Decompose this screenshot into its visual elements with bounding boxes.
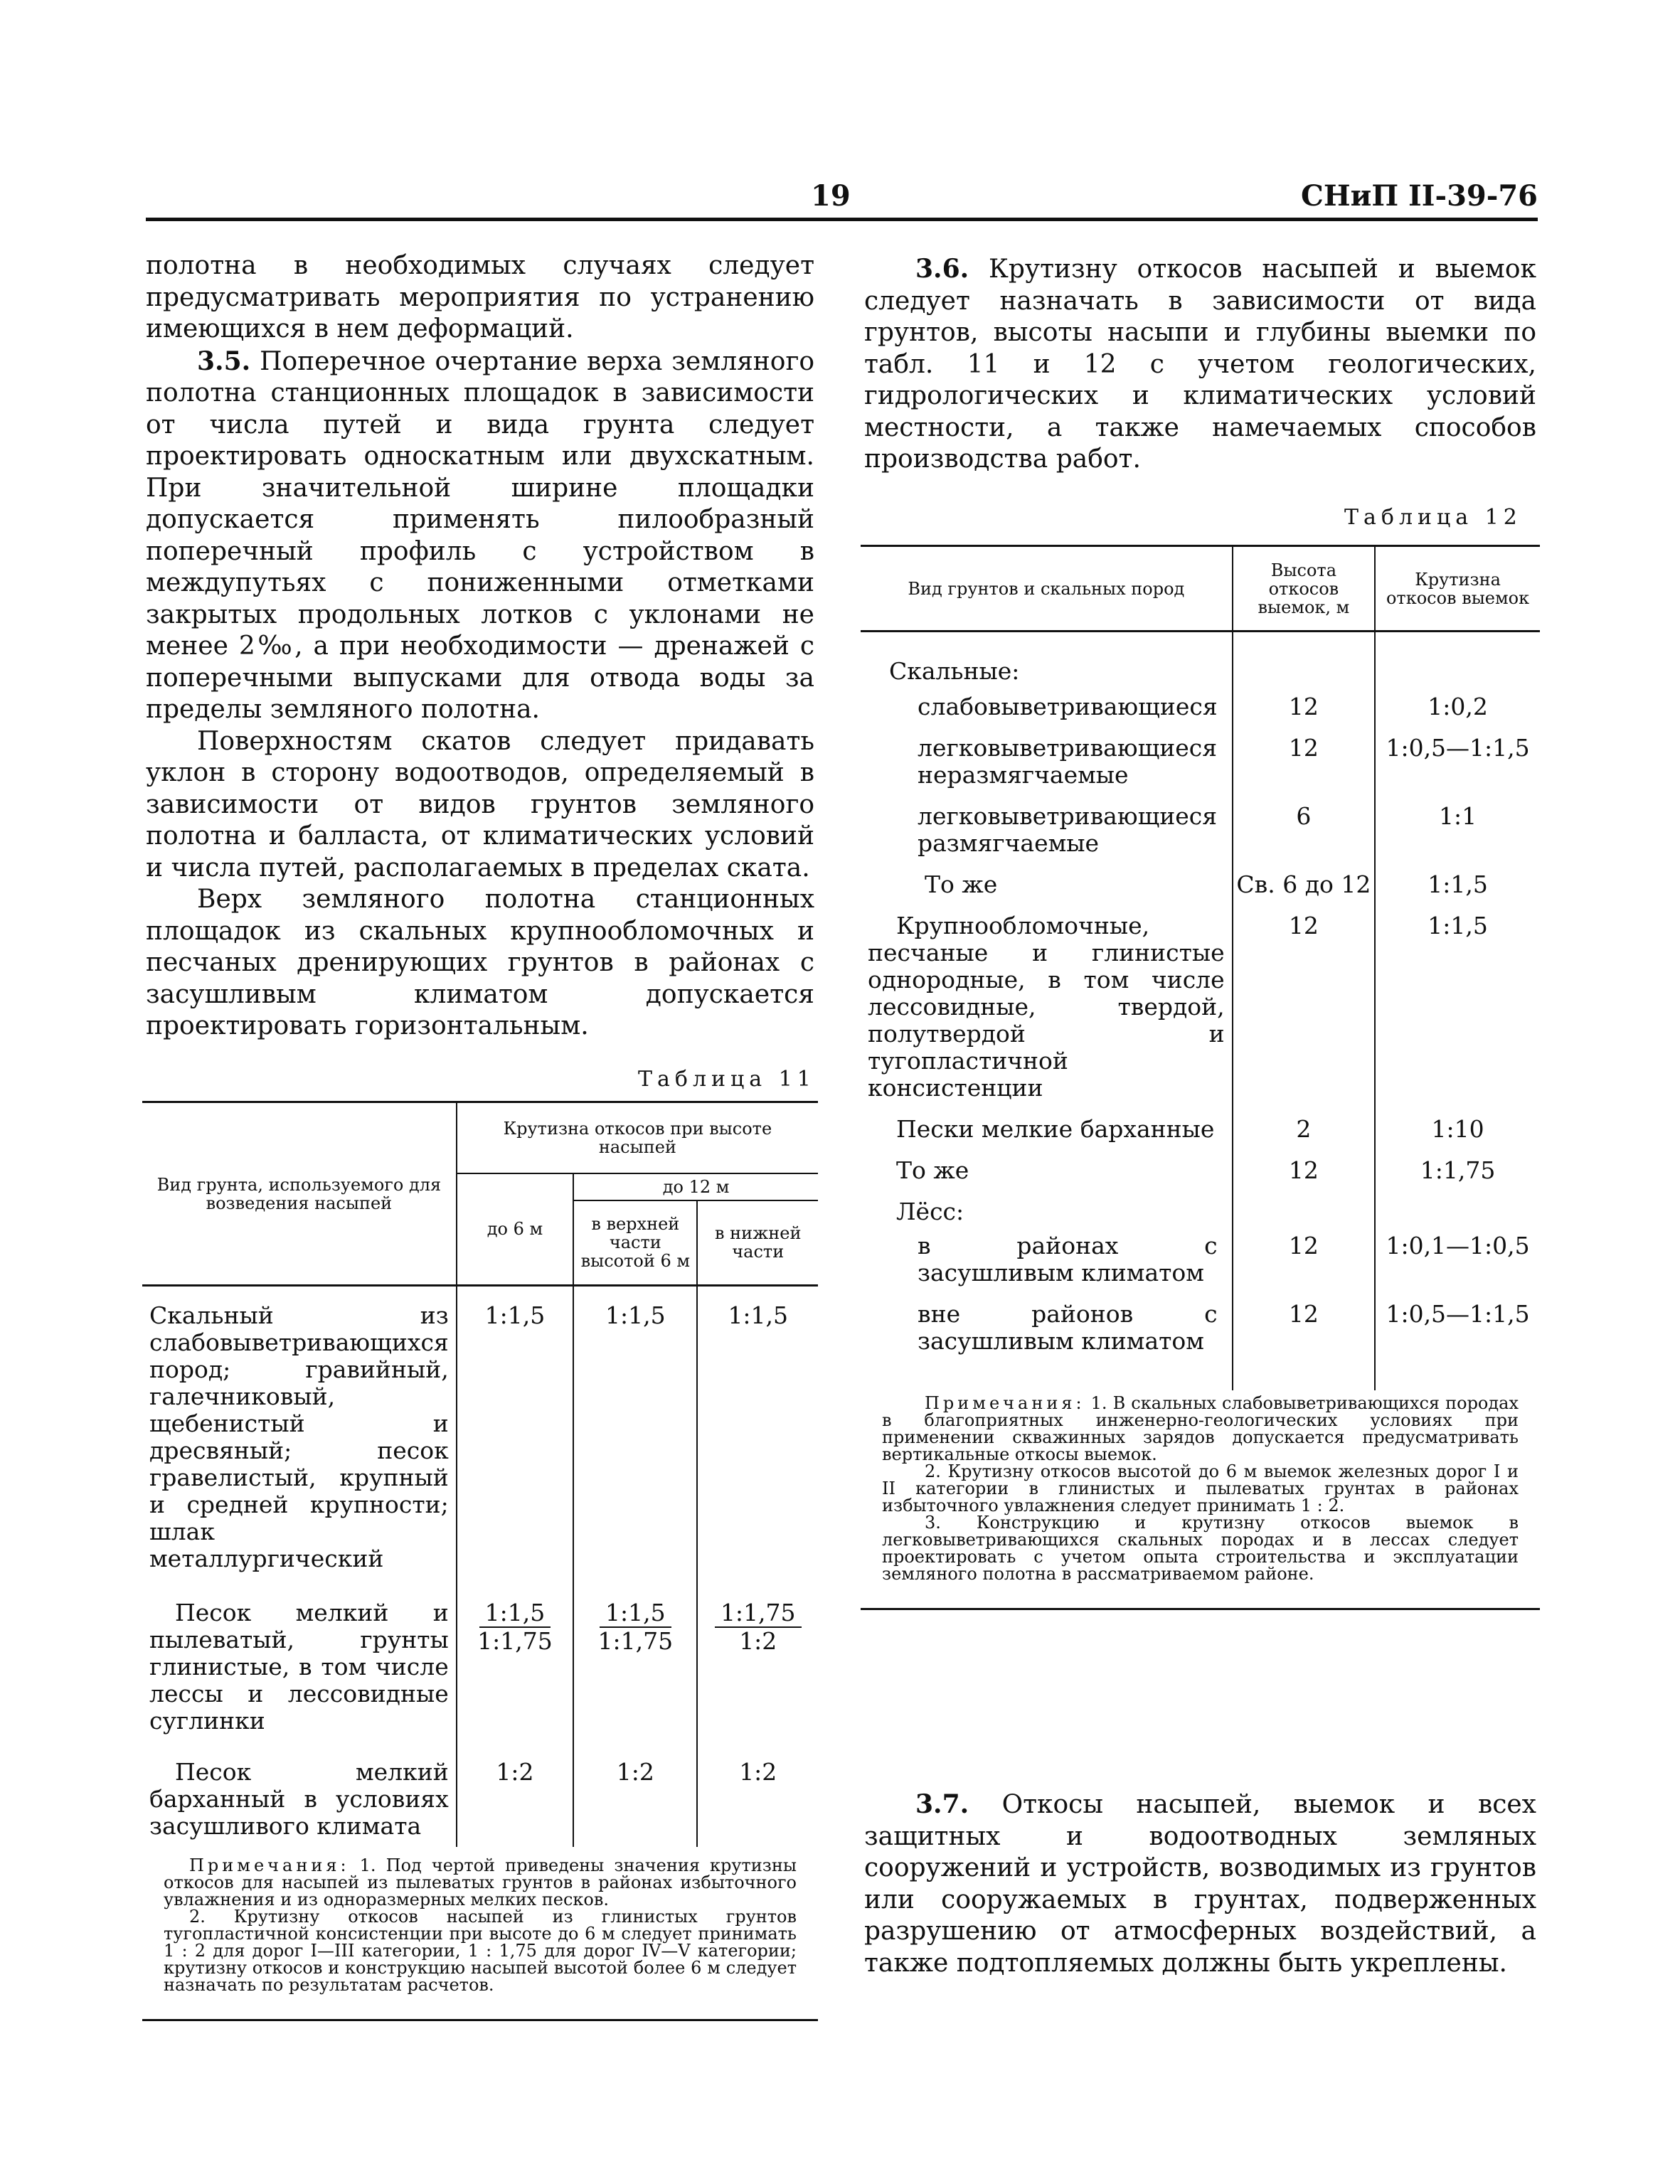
table-12-cell-soil: Пески мелкие барханные <box>861 1116 1233 1157</box>
paragraph-text: Поперечное очертание верха земляного полотна станционных площадок в зависимости от числа путей и вида грунта следует проектировать односкатным или двухскатным. При значительной ширине площадки допускается применять пилообразный поперечный профиль с устройством в междупутьях с пониженными отметками закрытых продольных лотков с уклонами не менее 2‰, а при необходимости — дренажей с поперечными выпусками для отвода воды за пределы земляного полотна. <box>146 346 814 724</box>
table-12-notes-row <box>861 1390 1540 1609</box>
table-row <box>861 1116 1540 1157</box>
paragraph-slopes: Поверхностям скатов следует придавать уклон в сторону водоотводов, определяемый в зависимости от видов грунтов земляного полотна и балласта, от климатических условий и числа путей, располагаемых в пределах ската. <box>146 726 814 883</box>
table-11-notes <box>142 1847 818 2020</box>
table-11-header-steepness: Крутизна откосов при высоте насыпей <box>457 1102 818 1173</box>
notes-title: Примечания: <box>189 1855 350 1875</box>
left-column-text <box>146 250 814 1043</box>
table-12-cell-steepness: 1:0,2 <box>1428 693 1488 720</box>
table-12-cell-steepness: 1:1,5 <box>1428 870 1488 898</box>
paragraph-top: Верх земляного полотна станционных площадок из скальных крупнообломочных и песчаных дренирующих грунтов в районах с засушливым климатом допускается проектировать горизонтальным. <box>146 885 814 1040</box>
table-12-cell-steepness: 1:0,5—1:1,5 <box>1386 1300 1530 1328</box>
table-12-cell-steepness: 1:0,5—1:1,5 <box>1386 734 1530 762</box>
table-12-cell-soil: слабовыветривающиеся <box>861 689 1233 735</box>
table-11-cell-value: 1:2 <box>739 1758 777 1786</box>
table-12-cell-height: 6 <box>1233 803 1375 871</box>
value-below-line: 1:1,75 <box>597 1627 674 1655</box>
table-11-cell-value: 1:2 <box>573 1756 697 1847</box>
table-11-cell-soil: Песок мелкий и пылеватый, грунты глинистые, в том числе лессы и лессовидные суглинки <box>142 1594 457 1756</box>
page-number: 19 <box>811 179 851 213</box>
table-row <box>142 1756 818 1847</box>
table-row <box>861 803 1540 871</box>
table-11-cell-fraction <box>573 1594 697 1756</box>
value-above-line: 1:1,5 <box>600 1599 671 1628</box>
table-12-cell-steepness: 1:1 <box>1439 802 1477 830</box>
paragraph-3-5 <box>146 346 814 726</box>
paragraph-number: 3.7. <box>915 1789 969 1819</box>
table-row <box>861 689 1540 735</box>
table-11-header-up-to-6: до 6 м <box>457 1173 573 1286</box>
table-12-group-loess: Лёсс: <box>861 1198 1233 1232</box>
table-12 <box>861 545 1540 1610</box>
document-code: СНиП II-39-76 <box>1301 179 1538 213</box>
table-12-cell-height: Св. 6 до 12 <box>1233 871 1375 912</box>
table-12-cell-steepness: 1:0,1—1:0,5 <box>1386 1232 1530 1259</box>
header-rule <box>146 218 1538 221</box>
notes-block <box>882 1395 1519 1582</box>
table-12-cell-height: 12 <box>1233 912 1375 1116</box>
table-11-cell-fraction <box>457 1594 573 1756</box>
table-row <box>861 735 1540 803</box>
table-11-header-lower-part: в нижней части <box>697 1200 818 1286</box>
paragraph-text: Откосы насыпей, выемок и всех защитных и водоотводных земляных сооружений и устройств, возводимых из грунтов или сооружаемых в грунтах, подверженных разрушению от атмосферных воздействий, а также подтопляемых должны быть укреплены. <box>864 1790 1536 1978</box>
table-11-caption: Таблица 11 <box>638 1067 816 1092</box>
table-12-cell-steepness: 1:1,75 <box>1420 1156 1496 1184</box>
table-row <box>142 1594 818 1756</box>
table-12-cell-height: 12 <box>1233 689 1375 735</box>
value-below-line: 1:1,75 <box>477 1627 553 1655</box>
table-group-row <box>861 632 1540 690</box>
table-12-cell-height: 12 <box>1233 1301 1375 1390</box>
notes-title: Примечания: <box>925 1393 1085 1413</box>
table-12-notes <box>861 1390 1540 1609</box>
table-12-cell-soil: Крупнообломочные, песчаные и глинистые однородные, в том числе лессовидные, твердой, полутвердой и тугопластичной консистенции <box>861 912 1233 1116</box>
paragraph-3-7 <box>864 1789 1536 1979</box>
table-12-cell-soil: вне районов с засушливым климатом <box>861 1301 1233 1390</box>
table-11-cell-value: 1:1,5 <box>728 1301 789 1329</box>
table-11-header-soil: Вид грунта, используемого для возведения насыпей <box>142 1102 457 1286</box>
table-12-cell-soil: То же <box>861 1157 1233 1198</box>
table-11-cell-soil: Скальный из слабовыветривающихся пород; гравийный, галечниковый, щебенистый и дресвяный; песок гравелистый, крупный и средней крупности; шлак металлургический <box>142 1286 457 1594</box>
table-12-header-height: Высота откосов выемок, м <box>1233 546 1375 632</box>
note-3: 3. Конструкцию и крутизну откосов выемок в легковыветривающихся скальных породах и в лессах следует проектировать с учетом опыта строительства и эксплуатации земляного полотна в рассматриваемом районе. <box>882 1513 1519 1584</box>
paragraph-3-6 <box>864 253 1536 476</box>
table-11-header-up-to-12: до 12 м <box>573 1173 818 1200</box>
paragraph-continuation: полотна в необходимых случаях следует предусматривать мероприятия по устранению имеющихся в нем деформаций. <box>146 251 814 343</box>
table-12-cell-steepness: 1:10 <box>1431 1115 1484 1143</box>
value-above-line: 1:1,5 <box>479 1599 551 1628</box>
table-row <box>861 871 1540 912</box>
table-12-cell-soil: легковыветривающиеся размягчаемые <box>861 803 1233 871</box>
table-11-cell-value: 1:1,5 <box>457 1286 573 1594</box>
table-11-cell-value: 1:2 <box>457 1756 573 1847</box>
table-row <box>142 1286 818 1594</box>
table-12-cell-height: 12 <box>1233 735 1375 803</box>
table-12-group-rock: Скальные: <box>861 632 1233 690</box>
table-11 <box>142 1101 818 2021</box>
table-12-cell-steepness: 1:1,5 <box>1428 912 1488 939</box>
table-12-cell-height: 2 <box>1233 1116 1375 1157</box>
notes-block <box>164 1857 797 1993</box>
table-12-cell-soil: легковыветривающиеся неразмягчаемые <box>861 735 1233 803</box>
table-12-cell-height: 12 <box>1233 1232 1375 1301</box>
note-1: 1. Под чертой приведены значения крутизны откосов для насыпей из пылеватых грунтов в районах избыточного увлажнения и из одноразмерных мелких песков. <box>164 1855 797 1909</box>
table-11-header-upper-part: в верхней части высотой 6 м <box>573 1200 697 1286</box>
right-column-text-bottom <box>864 1789 1536 1979</box>
right-column-text-top <box>864 253 1536 476</box>
paragraph-text: Крутизну откосов насыпей и выемок следует назначать в зависимости от вида грунтов, высоты насыпи и глубины выемки по табл. 11 и 12 с учетом геологических, гидрологических и климатических условий местности, а также намечаемых способов производства работ. <box>864 255 1536 474</box>
table-12-cell-height: 12 <box>1233 1157 1375 1198</box>
note-2: 2. Крутизну откосов насыпей из глинистых грунтов тугопластичной консистенции при высоте до 6 м следует принимать 1 : 2 для дорог I—III категории, 1 : 1,75 для дорог IV—V категории; крутизну откосов и конструкцию насыпей высотой более 6 м следует назначать по результатам расчетов. <box>164 1907 797 1995</box>
note-1: 1. В скальных слабовыветривающихся породах в благоприятных инженерно-геологических условиях при применении скважинных зарядов допускается предусматривать вертикальные откосы выемок. <box>882 1393 1519 1464</box>
value-above-line: 1:1,75 <box>715 1599 802 1628</box>
table-11-cell-soil: Песок мелкий барханный в условиях засушливого климата <box>142 1756 457 1847</box>
table-row <box>861 1232 1540 1301</box>
table-12-caption: Таблица 12 <box>1344 505 1522 530</box>
table-12-cell-soil: в районах с засушливым климатом <box>861 1232 1233 1301</box>
paragraph-number: 3.5. <box>197 346 251 376</box>
paragraph-number: 3.6. <box>915 254 969 284</box>
table-row <box>861 912 1540 1116</box>
note-2: 2. Крутизну откосов высотой до 6 м выемок железных дорог I и II категории в глинистых и пылеватых грунтах в районах избыточного увлажнения следует принимать 1 : 2. <box>882 1461 1519 1516</box>
table-12-header-soil: Вид грунтов и скальных пород <box>861 546 1233 632</box>
table-row <box>861 1301 1540 1390</box>
table-11-notes-row <box>142 1847 818 2020</box>
value-below-line: 1:2 <box>739 1627 777 1655</box>
table-row <box>861 1157 1540 1198</box>
table-11-cell-fraction <box>697 1594 818 1756</box>
table-11-cell-value: 1:1,5 <box>573 1286 697 1594</box>
table-12-header-steepness: Крутизна откосов выемок <box>1375 546 1540 632</box>
table-group-row <box>861 1198 1540 1232</box>
table-12-cell-soil: То же <box>861 871 1233 912</box>
